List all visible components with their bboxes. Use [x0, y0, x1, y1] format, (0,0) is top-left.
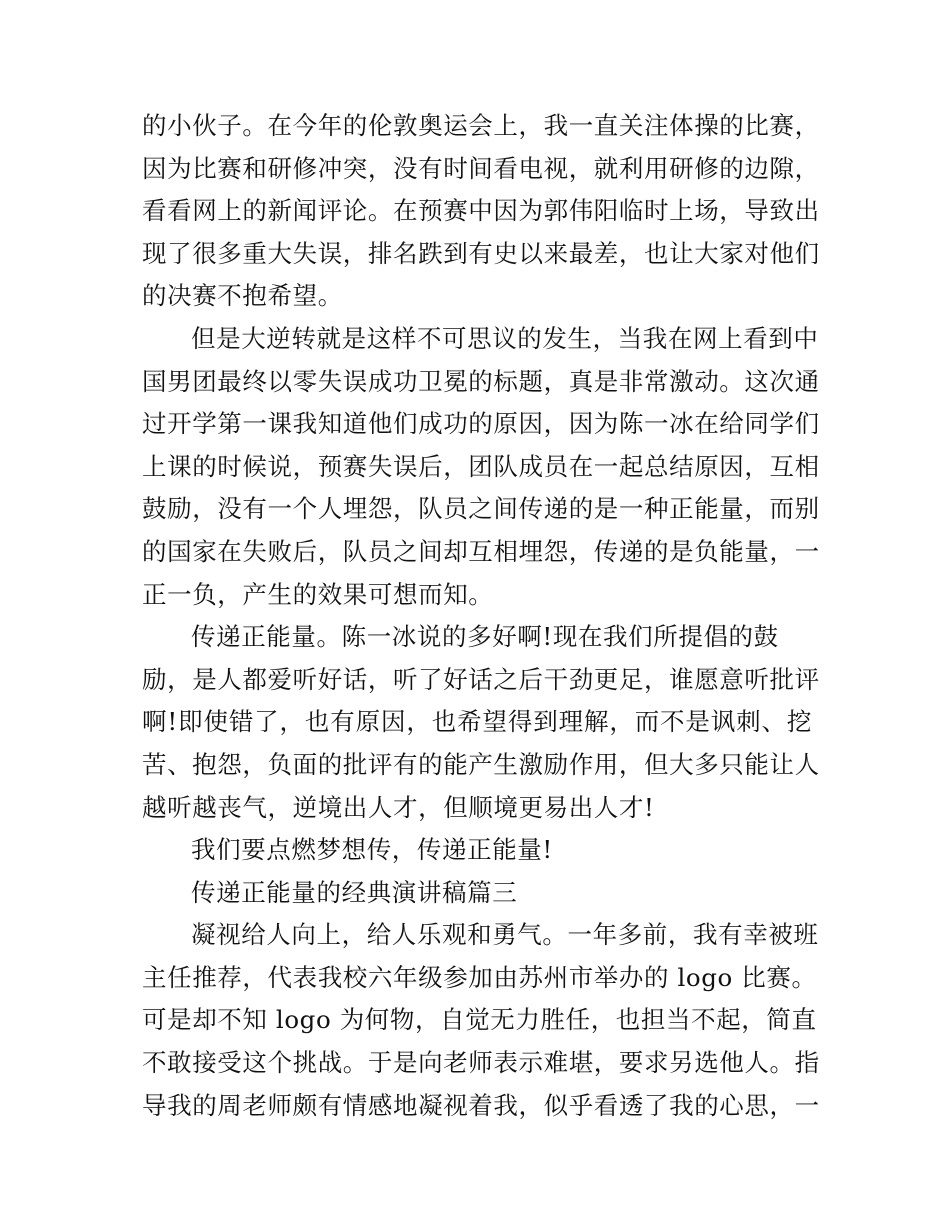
text-line: 的小伙子。在今年的伦敦奥运会上，我一直关注体操的比赛， [142, 111, 820, 140]
paragraph-first-line: 凝视给人向上，给人乐观和勇气。一年多前，我有幸被班 [191, 920, 819, 950]
document-body [142, 105, 820, 1127]
text-line: 啊!即使错了，也有原因，也希望得到理解，而不是讽刺、挖 [142, 707, 812, 737]
text-line: 正一负，产生的效果可想而知。 [142, 579, 494, 609]
text-line: 看看网上的新闻评论。在预赛中因为郭伟阳临时上场，导致出 [142, 196, 820, 226]
text-line: 国男团最终以零失误成功卫冕的标题，真是非常激动。这次通 [142, 366, 820, 396]
text-line: 的决赛不抱希望。 [142, 281, 343, 311]
text-line: 现了很多重大失误，排名跌到有史以来最差，也让大家对他们 [142, 238, 820, 268]
text-line: 主任推荐，代表我校六年级参加由苏州市举办的 logo 比赛。 [142, 962, 817, 992]
text-line: 上课的时候说，预赛失误后，团队成员在一起总结原因，互相 [142, 451, 820, 481]
text-line: 越听越丧气，逆境出人才，但顺境更易出人才! [142, 792, 655, 822]
text-line: 苦、抱怨，负面的批评有的能产生激励作用，但大多只能让人 [142, 749, 820, 779]
paragraph-first-line: 传递正能量的经典演讲稿篇三 [191, 877, 518, 907]
text-line: 导我的周老师颇有情感地凝视着我，似乎看透了我的心思，一 [142, 1090, 820, 1120]
text-line: 过开学第一课我知道他们成功的原因，因为陈一冰在给同学们 [142, 409, 820, 439]
text-line: 可是却不知 logo 为何物，自觉无力胜任，也担当不起，简直 [142, 1005, 817, 1035]
text-line: 不敢接受这个挑战。于是向老师表示难堪，要求另选他人。指 [142, 1048, 820, 1078]
paragraph-first-line: 我们要点燃梦想传，传递正能量! [191, 835, 553, 865]
text-line: 励，是人都爱听好话，听了好话之后干劲更足，谁愿意听批评 [142, 664, 820, 694]
paragraph-first-line: 传递正能量。陈一冰说的多好啊!现在我们所提倡的鼓 [191, 622, 779, 652]
paragraph-first-line: 但是大逆转就是这样不可思议的发生，当我在网上看到中 [191, 323, 819, 353]
text-line: 的国家在失败后，队员之间却互相埋怨，传递的是负能量，一 [142, 536, 820, 566]
text-line: 因为比赛和研修冲突，没有时间看电视，就利用研修的边隙， [142, 153, 820, 183]
text-line: 鼓励，没有一个人埋怨，队员之间传递的是一种正能量，而别 [142, 494, 820, 524]
